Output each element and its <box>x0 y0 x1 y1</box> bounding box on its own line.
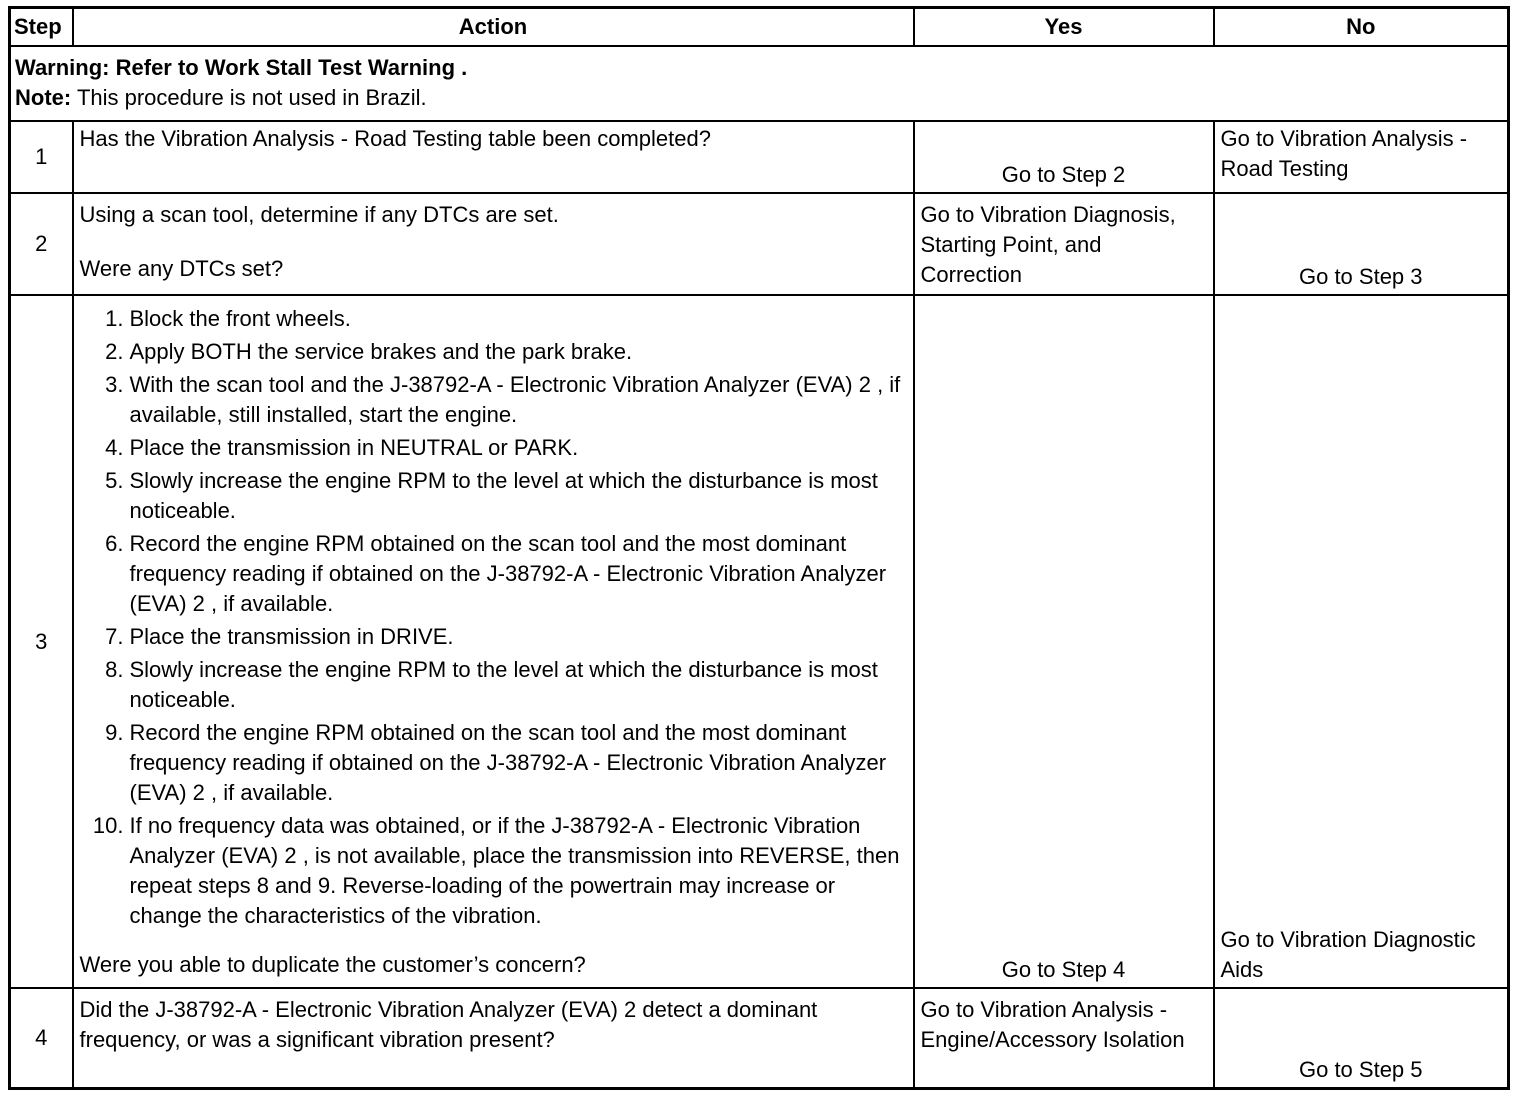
header-no: No <box>1214 8 1509 47</box>
procedure-step <box>80 337 907 367</box>
step-number: 4 <box>10 988 73 1088</box>
procedure-step <box>80 718 907 808</box>
yes-cell: Go to Vibration Analysis - Engine/Accessory Isolation <box>914 988 1214 1088</box>
procedure-step-number: 8. <box>105 657 124 682</box>
table-row <box>10 295 1509 988</box>
yes-cell: Go to Vibration Diagnosis, Starting Point, and Correction <box>914 193 1214 295</box>
procedure-step <box>80 370 907 430</box>
procedure-step <box>80 304 907 334</box>
procedure-step-number: 2. <box>105 339 124 364</box>
procedure-step-number: 3. <box>105 372 124 397</box>
warning-text <box>15 53 1503 83</box>
action-question: Were you able to duplicate the customer’s concern? <box>79 952 586 977</box>
yes-cell: Go to Step 4 <box>914 295 1214 988</box>
no-cell: Go to Step 3 <box>1214 193 1509 295</box>
action-cell: Did the J-38792-A - Electronic Vibration Analyzer (EVA) 2 detect a dominant frequency, or was a significant vibration present? <box>73 988 914 1088</box>
yes-cell: Go to Step 2 <box>914 121 1214 193</box>
procedure-step <box>80 655 907 715</box>
no-cell: Go to Vibration Diagnostic Aids <box>1214 295 1509 988</box>
procedure-step-text: Place the transmission in DRIVE. <box>129 624 454 649</box>
step-number: 2 <box>10 193 73 295</box>
procedure-step-text: Record the engine RPM obtained on the scan tool and the most dominant frequency reading if obtained on the J-38792-A - Electronic Vibration Analyzer (EVA) 2 , if available. <box>129 720 887 805</box>
action-cell <box>73 295 914 988</box>
action-cell <box>73 193 914 295</box>
diagnostic-table <box>8 6 1510 1090</box>
procedure-list <box>80 304 907 931</box>
action-text: Using a scan tool, determine if any DTCs are set. <box>79 202 559 227</box>
table-row <box>10 193 1509 295</box>
warning-label: Warning: <box>15 55 110 80</box>
note-label: Note: <box>15 85 72 110</box>
no-cell: Go to Step 5 <box>1214 988 1509 1088</box>
warning-body: Refer to Work Stall Test Warning . <box>115 55 468 80</box>
action-cell: Has the Vibration Analysis - Road Testing table been completed? <box>73 121 914 193</box>
action-question: Were any DTCs set? <box>79 256 284 281</box>
header-row <box>10 8 1509 47</box>
procedure-step-text: Slowly increase the engine RPM to the level at which the disturbance is most noticeable. <box>129 657 878 712</box>
procedure-step-text: If no frequency data was obtained, or if the J-38792-A - Electronic Vibration Analyzer (EVA) 2 , is not available, place the transmission into REVERSE, then repeat steps 8 and 9. Reverse-loading of the powertrain may increase or change the characteristics of the vibration. <box>129 813 900 928</box>
procedure-step-number: 5. <box>105 468 124 493</box>
procedure-step-text: With the scan tool and the J-38792-A - Electronic Vibration Analyzer (EVA) 2 , if available, still installed, start the engine. <box>129 372 901 427</box>
procedure-step-number: 6. <box>105 531 124 556</box>
table-row <box>10 121 1509 193</box>
warning-row <box>10 46 1509 121</box>
procedure-step <box>80 433 907 463</box>
header-step: Step <box>10 8 73 47</box>
note-text <box>15 83 1503 113</box>
step-number: 3 <box>10 295 73 988</box>
procedure-step-text: Place the transmission in NEUTRAL or PARK. <box>129 435 579 460</box>
procedure-step-text: Apply BOTH the service brakes and the park brake. <box>129 339 633 364</box>
procedure-step-number: 10. <box>92 813 124 838</box>
procedure-step-number: 1. <box>105 306 124 331</box>
procedure-step <box>80 466 907 526</box>
table-row <box>10 988 1509 1088</box>
note-body: This procedure is not used in Brazil. <box>76 85 427 110</box>
procedure-step-number: 4. <box>105 435 124 460</box>
procedure-step-text: Record the engine RPM obtained on the scan tool and the most dominant frequency reading if obtained on the J-38792-A - Electronic Vibration Analyzer (EVA) 2 , if available. <box>129 531 887 616</box>
procedure-step-number: 7. <box>105 624 124 649</box>
procedure-step <box>80 811 907 931</box>
step-number: 1 <box>10 121 73 193</box>
procedure-step <box>80 529 907 619</box>
procedure-step-text: Slowly increase the engine RPM to the level at which the disturbance is most noticeable. <box>129 468 878 523</box>
header-action: Action <box>73 8 914 47</box>
procedure-step-text: Block the front wheels. <box>129 306 351 331</box>
procedure-step <box>80 622 907 652</box>
header-yes: Yes <box>914 8 1214 47</box>
no-cell: Go to Vibration Analysis - Road Testing <box>1214 121 1509 193</box>
procedure-step-number: 9. <box>105 720 124 745</box>
